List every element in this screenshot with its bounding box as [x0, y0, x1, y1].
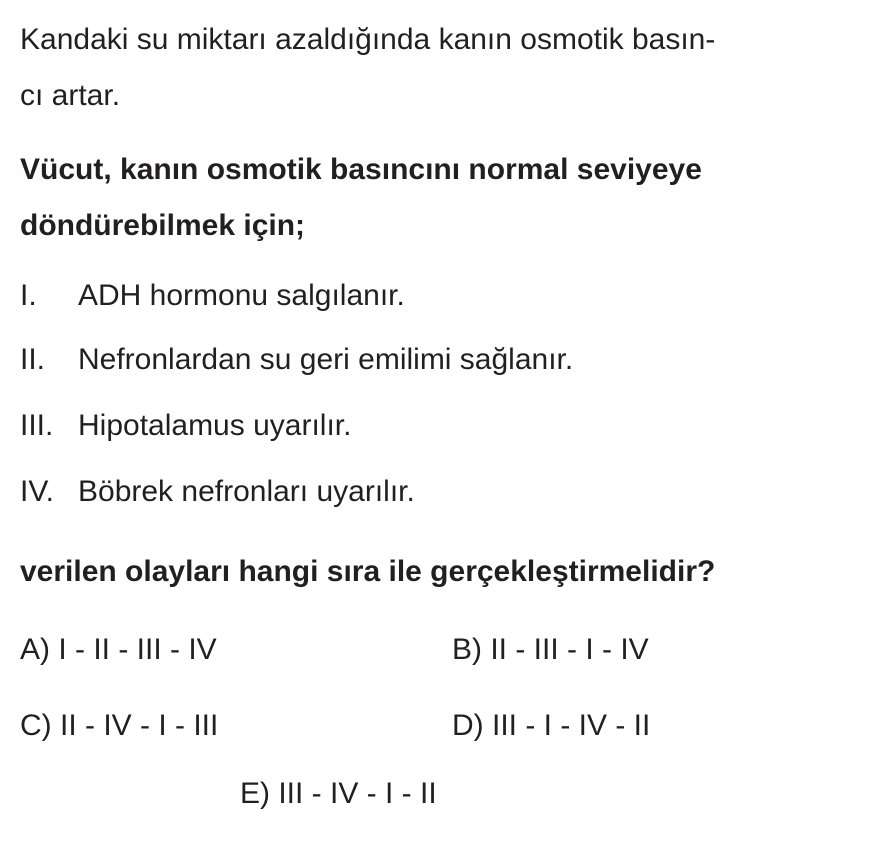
statement-4	[20, 474, 415, 510]
statement-text: Hipotalamus uyarılır.	[78, 409, 352, 442]
statement-number: IV.	[20, 475, 54, 508]
statement-1	[20, 278, 405, 314]
option-e[interactable]: E) III - IV - I - II	[240, 777, 437, 810]
option-b[interactable]: B) II - III - I - IV	[452, 633, 649, 666]
option-d[interactable]: D) III - I - IV - II	[452, 709, 651, 742]
statement-3	[20, 408, 351, 444]
statement-number: I.	[20, 279, 37, 312]
question-intro-line-1: Kandaki su miktarı azaldığında kanın osmotik basın-	[20, 23, 716, 56]
statement-number: II.	[20, 343, 46, 376]
statement-number: III.	[20, 409, 54, 442]
statement-2	[20, 342, 573, 378]
statement-text: Böbrek nefronları uyarılır.	[78, 475, 415, 508]
question-closing: verilen olayları hangi sıra ile gerçekleştirmelidir?	[20, 555, 716, 588]
option-c[interactable]: C) II - IV - I - III	[20, 709, 219, 742]
question-prompt-line-1: Vücut, kanın osmotik basıncını normal seviyeye	[20, 153, 702, 186]
question-prompt-line-2: döndürebilmek için;	[20, 209, 306, 242]
question-intro-line-2: cı artar.	[20, 79, 121, 112]
statement-text: Nefronlardan su geri emilimi sağlanır.	[78, 343, 574, 376]
statement-text: ADH hormonu salgılanır.	[78, 279, 405, 312]
option-a[interactable]: A) I - II - III - IV	[20, 633, 217, 666]
